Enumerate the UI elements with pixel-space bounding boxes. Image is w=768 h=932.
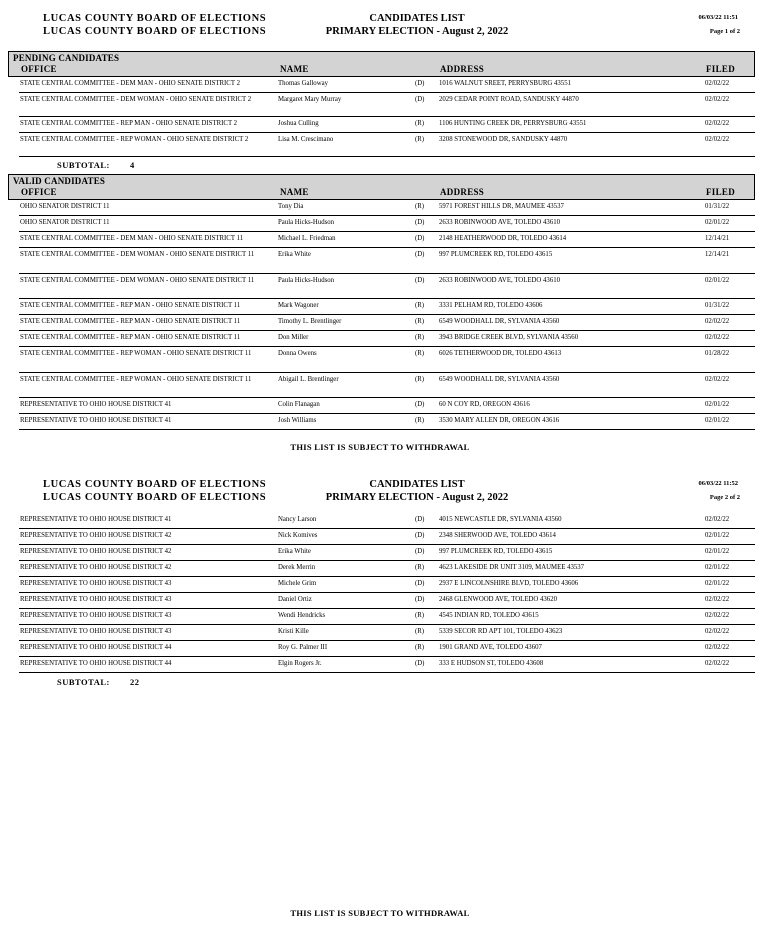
table-row bbox=[19, 562, 755, 577]
table-row bbox=[19, 514, 755, 529]
col-name: NAME bbox=[280, 64, 309, 74]
table-row bbox=[19, 94, 755, 117]
cell-party: (D) bbox=[415, 251, 425, 258]
cell-address: 2348 SHERWOOD AVE, TOLEDO 43614 bbox=[439, 532, 556, 539]
cell-office: STATE CENTRAL COMMITTEE - REP WOMAN - OHIO SENATE DISTRICT 2 bbox=[20, 136, 249, 143]
page-number: Page 2 of 2 bbox=[709, 494, 740, 501]
cell-name: Josh Williams bbox=[278, 417, 317, 424]
cell-address: 60 N COY RD, OREGON 43616 bbox=[439, 401, 530, 408]
subtotal-label: SUBTOTAL: bbox=[57, 677, 110, 687]
cell-name: Thomas Galloway bbox=[278, 80, 329, 87]
cell-office: REPRESENTATIVE TO OHIO HOUSE DISTRICT 42 bbox=[20, 564, 172, 571]
cell-name: Tony Dia bbox=[278, 203, 304, 210]
cell-office: OHIO SENATOR DISTRICT 11 bbox=[20, 219, 110, 226]
cell-party: (D) bbox=[415, 80, 425, 87]
cell-address: 4545 INDIAN RD, TOLEDO 43615 bbox=[439, 612, 539, 619]
cell-filed: 02/02/22 bbox=[705, 612, 730, 619]
col-name: NAME bbox=[280, 187, 309, 197]
cell-address: 997 PLUMCREEK RD, TOLEDO 43615 bbox=[439, 548, 553, 555]
cell-party: (R) bbox=[415, 136, 425, 143]
table-row bbox=[19, 275, 755, 299]
cell-address: 6026 TETHERWOOD DR, TOLEDO 43613 bbox=[439, 350, 562, 357]
cell-address: 5339 SECOR RD APT 101, TOLEDO 43623 bbox=[439, 628, 563, 635]
cell-office: REPRESENTATIVE TO OHIO HOUSE DISTRICT 42 bbox=[20, 532, 172, 539]
cell-filed: 02/02/22 bbox=[705, 334, 730, 341]
cell-filed: 02/02/22 bbox=[705, 660, 730, 667]
cell-filed: 02/02/22 bbox=[705, 628, 730, 635]
cell-address: 1106 HUNTING CREEK DR, PERRYSBURG 43551 bbox=[439, 120, 587, 127]
page2-header bbox=[0, 478, 768, 506]
table-row bbox=[19, 201, 755, 216]
cell-name: Colin Flanagan bbox=[278, 401, 320, 408]
table-row bbox=[19, 642, 755, 657]
cell-office: REPRESENTATIVE TO OHIO HOUSE DISTRICT 41 bbox=[20, 417, 172, 424]
cell-office: STATE CENTRAL COMMITTEE - REP MAN - OHIO SENATE DISTRICT 11 bbox=[20, 334, 241, 341]
cell-party: (R) bbox=[415, 376, 425, 383]
cell-filed: 02/01/22 bbox=[705, 219, 730, 226]
pending-section-header bbox=[8, 51, 755, 77]
cell-name: Erika White bbox=[278, 251, 311, 258]
cell-name: Kristi Kille bbox=[278, 628, 309, 635]
cell-address: 2633 ROBINWOOD AVE, TOLEDO 43610 bbox=[439, 219, 561, 226]
report-timestamp: 06/03/22 11:52 bbox=[698, 480, 738, 487]
cell-filed: 02/02/22 bbox=[705, 376, 730, 383]
cell-filed: 02/01/22 bbox=[705, 401, 730, 408]
cell-name: Derek Merrin bbox=[278, 564, 316, 571]
section-label: VALID CANDIDATES bbox=[13, 176, 106, 186]
cell-party: (D) bbox=[415, 401, 425, 408]
col-office: OFFICE bbox=[21, 187, 57, 197]
cell-address: 2937 E LINCOLNSHIRE BLVD, TOLEDO 43606 bbox=[439, 580, 579, 587]
cell-address: 6549 WOODHALL DR, SYLVANIA 43560 bbox=[439, 376, 560, 383]
report-title: CANDIDATES LIST bbox=[369, 13, 465, 24]
cell-party: (R) bbox=[415, 564, 425, 571]
cell-office: STATE CENTRAL COMMITTEE - DEM WOMAN - OHIO SENATE DISTRICT 11 bbox=[20, 251, 255, 258]
cell-office: STATE CENTRAL COMMITTEE - DEM WOMAN - OHIO SENATE DISTRICT 2 bbox=[20, 96, 252, 103]
election-title: PRIMARY ELECTION - August 2, 2022 bbox=[325, 26, 509, 37]
cell-office: STATE CENTRAL COMMITTEE - REP MAN - OHIO SENATE DISTRICT 11 bbox=[20, 318, 241, 325]
table-row bbox=[19, 233, 755, 248]
cell-name: Daniel Ortiz bbox=[278, 596, 312, 603]
table-row bbox=[19, 118, 755, 133]
cell-party: (D) bbox=[415, 96, 425, 103]
table-row bbox=[19, 415, 755, 430]
cell-office: STATE CENTRAL COMMITTEE - REP WOMAN - OHIO SENATE DISTRICT 11 bbox=[20, 376, 252, 383]
cell-name: Margaret Mary Murray bbox=[278, 96, 342, 103]
cell-office: REPRESENTATIVE TO OHIO HOUSE DISTRICT 44 bbox=[20, 660, 172, 667]
cell-address: 2633 ROBINWOOD AVE, TOLEDO 43610 bbox=[439, 277, 561, 284]
cell-party: (R) bbox=[415, 120, 425, 127]
page-number: Page 1 of 2 bbox=[709, 28, 740, 35]
cell-filed: 02/01/22 bbox=[705, 564, 730, 571]
cell-party: (D) bbox=[415, 277, 425, 284]
cell-address: 3530 MARY ALLEN DR, OREGON 43616 bbox=[439, 417, 560, 424]
cell-office: STATE CENTRAL COMMITTEE - DEM MAN - OHIO SENATE DISTRICT 2 bbox=[20, 80, 240, 87]
table-row bbox=[19, 530, 755, 545]
table-row bbox=[19, 316, 755, 331]
table-row bbox=[19, 374, 755, 398]
cell-address: 2148 HEATHERWOOD DR, TOLEDO 43614 bbox=[439, 235, 567, 242]
cell-address: 3208 STONEWOOD DR, SANDUSKY 44870 bbox=[439, 136, 568, 143]
cell-filed: 12/14/21 bbox=[705, 251, 730, 258]
cell-name: Elgin Rogers Jr. bbox=[278, 660, 322, 667]
cell-address: 4623 LAKESIDE DR UNIT 3109, MAUMEE 43537 bbox=[439, 564, 585, 571]
table-row bbox=[19, 658, 755, 673]
cell-filed: 02/01/22 bbox=[705, 532, 730, 539]
cell-filed: 02/02/22 bbox=[705, 120, 730, 127]
cell-name: Timothy L. Brentlinger bbox=[278, 318, 342, 325]
cell-party: (R) bbox=[415, 318, 425, 325]
col-address: ADDRESS bbox=[440, 187, 485, 197]
cell-name: Joshua Culling bbox=[278, 120, 319, 127]
table-row bbox=[19, 594, 755, 609]
cell-office: STATE CENTRAL COMMITTEE - REP MAN - OHIO SENATE DISTRICT 2 bbox=[20, 120, 238, 127]
table-row bbox=[19, 610, 755, 625]
cell-filed: 12/14/21 bbox=[705, 235, 730, 242]
cell-office: REPRESENTATIVE TO OHIO HOUSE DISTRICT 43 bbox=[20, 612, 172, 619]
cell-party: (D) bbox=[415, 660, 425, 667]
cell-office: REPRESENTATIVE TO OHIO HOUSE DISTRICT 44 bbox=[20, 644, 172, 651]
cell-office: REPRESENTATIVE TO OHIO HOUSE DISTRICT 41 bbox=[20, 516, 172, 523]
cell-address: 4015 NEWCASTLE DR, SYLVANIA 43560 bbox=[439, 516, 562, 523]
col-address: ADDRESS bbox=[440, 64, 485, 74]
cell-name: Nick Komives bbox=[278, 532, 318, 539]
valid-section-header bbox=[8, 174, 755, 200]
cell-party: (R) bbox=[415, 302, 425, 309]
cell-party: (D) bbox=[415, 219, 425, 226]
cell-office: OHIO SENATOR DISTRICT 11 bbox=[20, 203, 110, 210]
cell-filed: 02/01/22 bbox=[705, 580, 730, 587]
cell-address: 3331 PELHAM RD, TOLEDO 43606 bbox=[439, 302, 543, 309]
cell-party: (R) bbox=[415, 203, 425, 210]
cell-party: (R) bbox=[415, 417, 425, 424]
table-row bbox=[19, 134, 755, 157]
cell-filed: 02/02/22 bbox=[705, 136, 730, 143]
cell-filed: 02/02/22 bbox=[705, 516, 730, 523]
cell-office: REPRESENTATIVE TO OHIO HOUSE DISTRICT 42 bbox=[20, 548, 172, 555]
cell-filed: 01/31/22 bbox=[705, 302, 730, 309]
cell-party: (R) bbox=[415, 612, 425, 619]
col-office: OFFICE bbox=[21, 64, 57, 74]
cell-filed: 02/02/22 bbox=[705, 80, 730, 87]
cell-filed: 02/02/22 bbox=[705, 318, 730, 325]
table-row bbox=[19, 578, 755, 593]
cell-name: Abigail L. Brentlinger bbox=[278, 376, 339, 383]
org-name: LUCAS COUNTY BOARD OF ELECTIONS bbox=[43, 26, 267, 37]
cell-office: STATE CENTRAL COMMITTEE - DEM MAN - OHIO SENATE DISTRICT 11 bbox=[20, 235, 244, 242]
subtotal-label: SUBTOTAL: bbox=[57, 160, 110, 170]
cell-office: REPRESENTATIVE TO OHIO HOUSE DISTRICT 43 bbox=[20, 580, 172, 587]
cell-filed: 01/28/22 bbox=[705, 350, 730, 357]
table-row bbox=[19, 626, 755, 641]
table-row bbox=[19, 332, 755, 347]
cell-name: Roy G. Palmer III bbox=[278, 644, 328, 651]
cell-address: 1016 WALNUT SREET, PERRYSBURG 43551 bbox=[439, 80, 571, 87]
cell-party: (R) bbox=[415, 644, 425, 651]
table-row bbox=[19, 546, 755, 561]
cell-party: (D) bbox=[415, 548, 425, 555]
section-label: PENDING CANDIDATES bbox=[13, 53, 120, 63]
cell-office: STATE CENTRAL COMMITTEE - DEM WOMAN - OHIO SENATE DISTRICT 11 bbox=[20, 277, 255, 284]
cell-name: Michele Grim bbox=[278, 580, 317, 587]
withdrawal-notice: THIS LIST IS SUBJECT TO WITHDRAWAL bbox=[290, 442, 470, 452]
cell-office: STATE CENTRAL COMMITTEE - REP WOMAN - OHIO SENATE DISTRICT 11 bbox=[20, 350, 252, 357]
col-filed: FILED bbox=[706, 187, 736, 197]
report-title: CANDIDATES LIST bbox=[369, 479, 465, 490]
cell-party: (D) bbox=[415, 235, 425, 242]
cell-name: Paula Hicks-Hudson bbox=[278, 277, 335, 284]
table-row bbox=[19, 300, 755, 315]
col-filed: FILED bbox=[706, 64, 736, 74]
table-row bbox=[19, 78, 755, 93]
cell-name: Don Miller bbox=[278, 334, 309, 341]
cell-name: Mark Wagoner bbox=[278, 302, 319, 309]
org-name: LUCAS COUNTY BOARD OF ELECTIONS bbox=[43, 479, 267, 490]
withdrawal-notice: THIS LIST IS SUBJECT TO WITHDRAWAL bbox=[290, 908, 470, 918]
cell-address: 1901 GRAND AVE, TOLEDO 43607 bbox=[439, 644, 542, 651]
cell-party: (D) bbox=[415, 580, 425, 587]
cell-filed: 02/02/22 bbox=[705, 96, 730, 103]
cell-address: 997 PLUMCREEK RD, TOLEDO 43615 bbox=[439, 251, 553, 258]
cell-address: 6549 WOODHALL DR, SYLVANIA 43560 bbox=[439, 318, 560, 325]
cell-party: (R) bbox=[415, 350, 425, 357]
table-row bbox=[19, 217, 755, 232]
page1-header bbox=[0, 12, 768, 40]
cell-party: (D) bbox=[415, 596, 425, 603]
table-row bbox=[19, 399, 755, 414]
cell-office: STATE CENTRAL COMMITTEE - REP MAN - OHIO SENATE DISTRICT 11 bbox=[20, 302, 241, 309]
cell-name: Nancy Larson bbox=[278, 516, 317, 523]
cell-party: (D) bbox=[415, 516, 425, 523]
cell-filed: 02/01/22 bbox=[705, 548, 730, 555]
cell-party: (R) bbox=[415, 628, 425, 635]
cell-filed: 02/01/22 bbox=[705, 277, 730, 284]
cell-office: REPRESENTATIVE TO OHIO HOUSE DISTRICT 43 bbox=[20, 596, 172, 603]
cell-address: 3943 BRIDGE CREEK BLVD, SYLVANIA 43560 bbox=[439, 334, 579, 341]
report-timestamp: 06/03/22 11:51 bbox=[698, 14, 738, 21]
cell-name: Paula Hicks-Hudson bbox=[278, 219, 335, 226]
cell-party: (R) bbox=[415, 334, 425, 341]
cell-name: Lisa M. Crescimano bbox=[278, 136, 334, 143]
cell-office: REPRESENTATIVE TO OHIO HOUSE DISTRICT 41 bbox=[20, 401, 172, 408]
cell-address: 333 E HUDSON ST, TOLEDO 43608 bbox=[439, 660, 544, 667]
cell-filed: 02/01/22 bbox=[705, 417, 730, 424]
subtotal-value: 22 bbox=[130, 677, 140, 687]
cell-filed: 01/31/22 bbox=[705, 203, 730, 210]
election-title: PRIMARY ELECTION - August 2, 2022 bbox=[325, 492, 509, 503]
cell-address: 5971 FOREST HILLS DR, MAUMEE 43537 bbox=[439, 203, 564, 210]
cell-name: Michael L. Friedman bbox=[278, 235, 336, 242]
cell-name: Wendi Hendricks bbox=[278, 612, 326, 619]
subtotal-value: 4 bbox=[130, 160, 135, 170]
table-row bbox=[19, 348, 755, 373]
org-name: LUCAS COUNTY BOARD OF ELECTIONS bbox=[43, 13, 267, 24]
cell-name: Donna Owens bbox=[278, 350, 317, 357]
cell-office: REPRESENTATIVE TO OHIO HOUSE DISTRICT 43 bbox=[20, 628, 172, 635]
cell-address: 2468 GLENWOOD AVE, TOLEDO 43620 bbox=[439, 596, 557, 603]
cell-address: 2029 CEDAR POINT ROAD, SANDUSKY 44870 bbox=[439, 96, 579, 103]
cell-filed: 02/02/22 bbox=[705, 644, 730, 651]
org-name: LUCAS COUNTY BOARD OF ELECTIONS bbox=[43, 492, 267, 503]
cell-party: (D) bbox=[415, 532, 425, 539]
cell-filed: 02/02/22 bbox=[705, 596, 730, 603]
table-row bbox=[19, 249, 755, 274]
cell-name: Erika White bbox=[278, 548, 311, 555]
